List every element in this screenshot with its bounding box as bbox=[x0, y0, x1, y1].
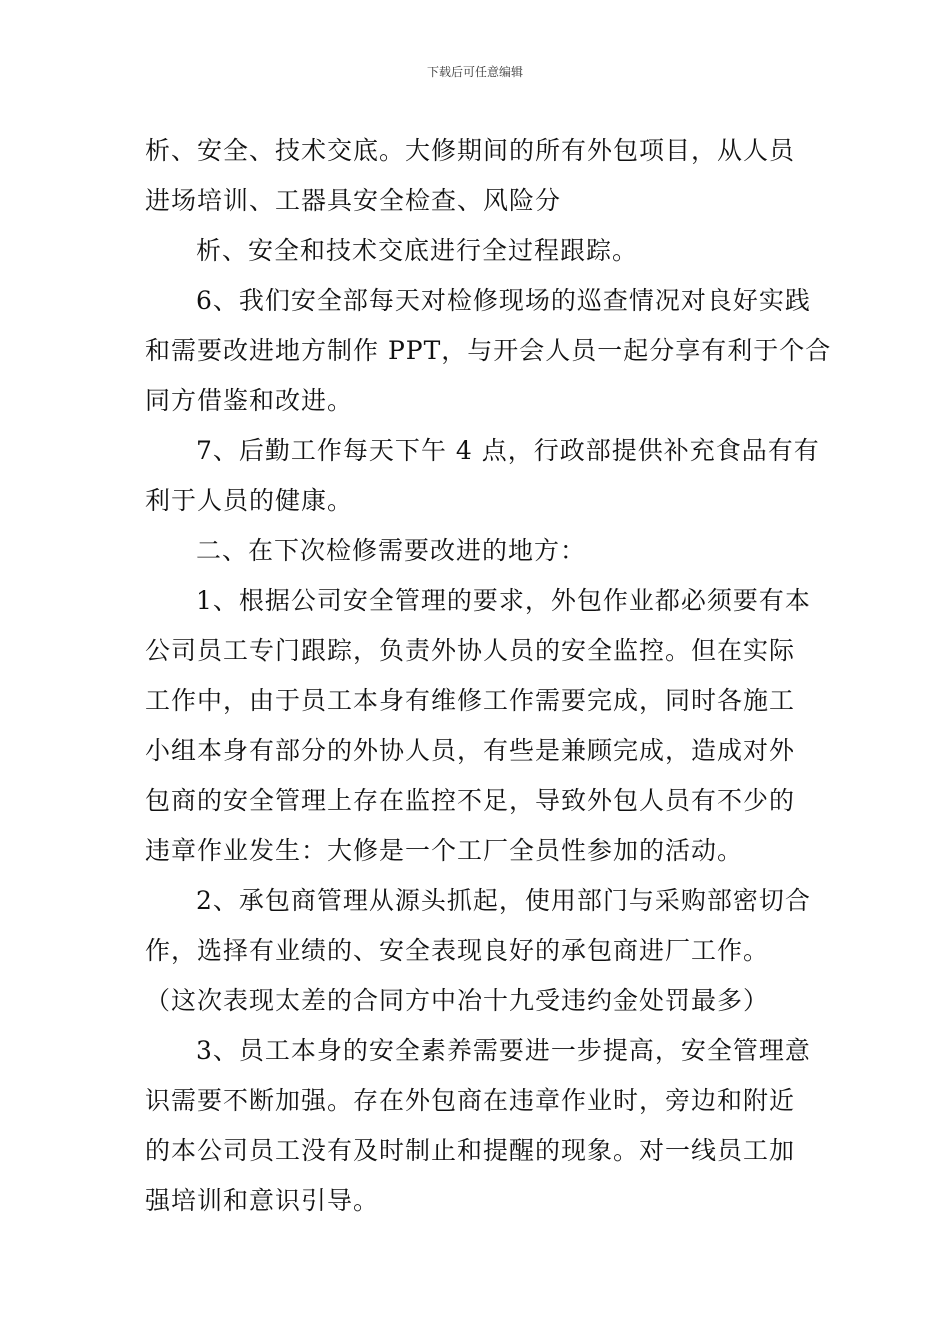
paragraph-line: 工作中，由于员工本身有维修工作需要完成，同时各施工 bbox=[145, 686, 796, 715]
paragraph-line: 和需要改进地方制作 PPT，与开会人员一起分享有利于个合 bbox=[145, 336, 832, 365]
paragraph-line: 析、安全和技术交底进行全过程跟踪。 bbox=[196, 236, 639, 265]
paragraph-line: 违章作业发生：大修是一个工厂全员性参加的活动。 bbox=[145, 836, 744, 865]
document-body bbox=[145, 126, 832, 1226]
paragraph-line: 7、后勤工作每天下午 4 点，行政部提供补充食品有有 bbox=[196, 436, 820, 465]
paragraph-line: 强培训和意识引导。 bbox=[145, 1186, 380, 1215]
paragraph-line: 1、根据公司安全管理的要求，外包作业都必须要有本 bbox=[196, 586, 811, 615]
paragraph-line: 小组本身有部分的外协人员，有些是兼顾完成，造成对外 bbox=[145, 736, 796, 765]
paragraph-line: 包商的安全管理上存在监控不足，导致外包人员有不少的 bbox=[145, 786, 796, 815]
paragraph-line: （这次表现太差的合同方中冶十九受违约金处罚最多） bbox=[145, 986, 770, 1015]
paragraph-line: 利于人员的健康。 bbox=[145, 486, 354, 515]
paragraph-line: 6、我们安全部每天对检修现场的巡查情况对良好实践 bbox=[196, 286, 811, 315]
paragraph-line: 识需要不断加强。存在外包商在违章作业时，旁边和附近 bbox=[145, 1086, 796, 1115]
paragraph-line: 析、安全、技术交底。大修期间的所有外包项目，从人员 bbox=[145, 136, 796, 165]
paragraph-line: 的本公司员工没有及时制止和提醒的现象。对一线员工加 bbox=[145, 1136, 796, 1165]
paragraph-line: 作，选择有业绩的、安全表现良好的承包商进厂工作。 bbox=[145, 936, 770, 965]
paragraph-line: 2、承包商管理从源头抓起，使用部门与采购部密切合 bbox=[196, 886, 811, 915]
paragraph-line: 同方借鉴和改进。 bbox=[145, 386, 354, 415]
paragraph-line: 公司员工专门跟踪，负责外协人员的安全监控。但在实际 bbox=[145, 636, 796, 665]
page-header: 下载后可任意编辑 bbox=[426, 65, 523, 79]
section-heading: 二、在下次检修需要改进的地方： bbox=[196, 536, 587, 565]
paragraph-line: 进场培训、工器具安全检查、风险分 bbox=[145, 186, 562, 215]
paragraph-line: 3、员工本身的安全素养需要进一步提高，安全管理意 bbox=[196, 1036, 811, 1065]
